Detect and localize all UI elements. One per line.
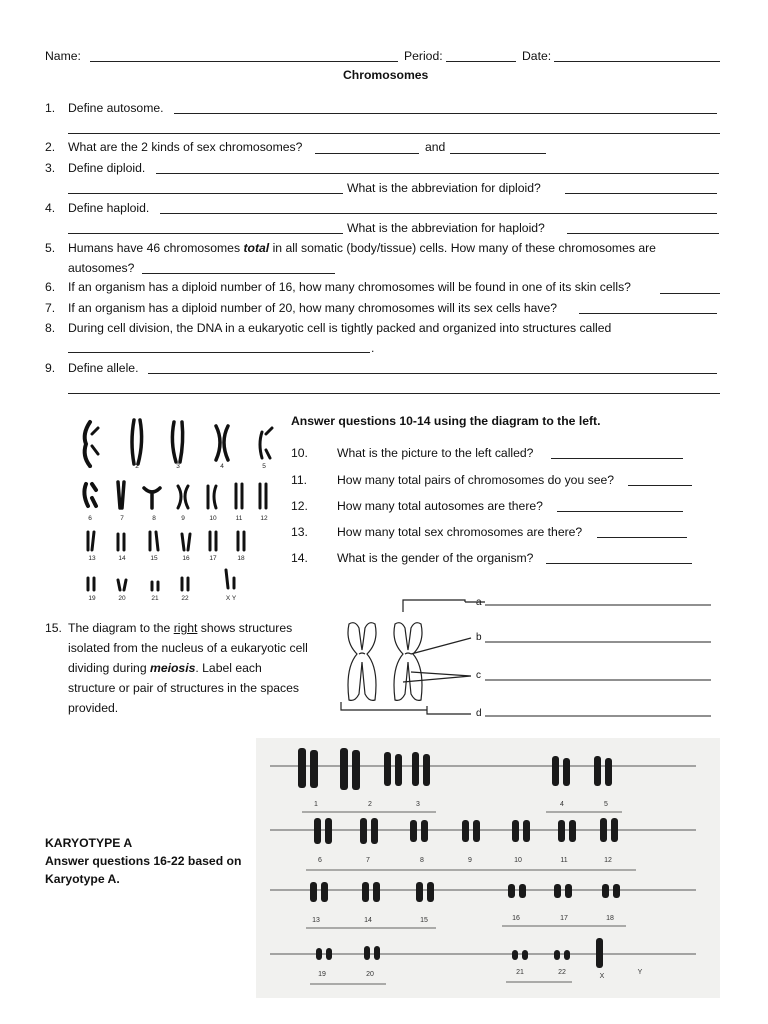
q5-text-b: in all somatic (body/tissue) cells. How many of these chromosomes are: [269, 241, 656, 255]
question-14-text: What is the gender of the organism?: [337, 551, 534, 565]
q4-answer-line-2[interactable]: [68, 233, 343, 234]
question-8: 8.: [45, 321, 56, 335]
q4-answer-line-1[interactable]: [160, 213, 717, 214]
ka-label-13: 13: [312, 917, 320, 924]
question-14: 14.: [291, 551, 308, 565]
ka-label-8: 8: [420, 857, 424, 864]
question-2: 2.: [45, 140, 56, 154]
ka-label-2: 2: [368, 801, 372, 808]
question-2-joiner: and: [425, 140, 446, 154]
karyotype-label-3: 3: [176, 463, 180, 470]
period-label: Period:: [404, 49, 443, 63]
q10-answer-line[interactable]: [551, 458, 683, 459]
ka-label-15: 15: [420, 917, 428, 924]
question-15-line-1: [68, 621, 292, 635]
q8-period: .: [371, 341, 375, 355]
ka-label-18: 18: [606, 915, 614, 922]
question-1: 1.: [45, 101, 56, 115]
question-9: 9.: [45, 361, 56, 375]
ka-label-11: 11: [560, 857, 568, 864]
karyotype-label-19: 19: [88, 595, 96, 602]
ka-label-20: 20: [366, 971, 374, 978]
label-b: b: [476, 632, 482, 643]
question-1-text: Define autosome.: [68, 101, 164, 115]
ka-label-3: 3: [416, 801, 420, 808]
q2-answer-line-2[interactable]: [450, 153, 546, 154]
question-15-line-2: isolated from the nucleus of a eukaryotic cell: [68, 641, 308, 655]
ka-label-14: 14: [364, 917, 372, 924]
karyotype-label-5: 5: [262, 463, 266, 470]
karyotype-label-1: 1: [88, 463, 92, 470]
karyotype-label-18: 18: [237, 555, 245, 562]
label-c: c: [476, 670, 481, 681]
question-2-text: What are the 2 kinds of sex chromosomes?: [68, 140, 303, 154]
q4-abbrev-line[interactable]: [567, 233, 719, 234]
diagram-instruction: Answer questions 10-14 using the diagram to the left.: [291, 414, 601, 428]
date-label: Date:: [522, 49, 552, 63]
question-5-text: [68, 241, 656, 255]
label-a: a: [476, 597, 482, 608]
question-13-text: How many total sex chromosomes are there?: [337, 525, 583, 539]
karyotype-label-13: 13: [88, 555, 96, 562]
q7-answer-line[interactable]: [579, 313, 717, 314]
q8-answer-line[interactable]: [68, 352, 370, 353]
q1-answer-line-2[interactable]: [68, 133, 720, 134]
name-label: Name:: [45, 49, 81, 63]
ka-label-4: 4: [560, 801, 564, 808]
karyotype-label-17: 17: [209, 555, 217, 562]
ka-label-y: Y: [637, 969, 643, 976]
period-field[interactable]: [446, 61, 516, 62]
question-4: 4.: [45, 201, 56, 215]
question-15-line-4: structure or pair of structures in the spaces: [68, 681, 299, 695]
question-6: 6.: [45, 280, 56, 294]
q15-l3-a: dividing during: [68, 661, 150, 675]
ka-label-17: 17: [560, 915, 568, 922]
q11-answer-line[interactable]: [628, 485, 692, 486]
karyotype-label-20: 20: [118, 595, 126, 602]
karyotype-label-14: 14: [118, 555, 126, 562]
karyotype-label-xy: X Y: [225, 595, 237, 602]
ka-label-19: 19: [318, 971, 326, 978]
date-field[interactable]: [554, 61, 720, 62]
karyotype-label-12: 12: [260, 515, 268, 522]
q3-answer-line-2[interactable]: [68, 193, 343, 194]
question-11-text: How many total pairs of chromosomes do you see?: [337, 473, 615, 487]
karyotype-label-4: 4: [220, 463, 224, 470]
question-8-text: During cell division, the DNA in a eukaryotic cell is tightly packed and organized into structures called: [68, 321, 612, 335]
question-12: 12.: [291, 499, 308, 513]
ka-label-12: 12: [604, 857, 612, 864]
karyotype-label-9: 9: [181, 515, 185, 522]
q15-l1-underline: right: [173, 621, 198, 635]
ka-label-22: 22: [558, 969, 566, 976]
karyotype-label-11: 11: [235, 515, 243, 522]
q9-answer-line-1[interactable]: [148, 373, 717, 374]
karyotype-label-21: 21: [151, 595, 159, 602]
meiosis-chromosome-diagram: [335, 590, 727, 722]
q13-answer-line[interactable]: [597, 537, 687, 538]
q12-answer-line[interactable]: [557, 511, 683, 512]
page-title: Chromosomes: [343, 68, 429, 82]
question-15-line-5: provided.: [68, 701, 119, 715]
q15-l3-b: . Label each: [195, 661, 262, 675]
question-4-followup: What is the abbreviation for haploid?: [347, 221, 545, 235]
ka-label-16: 16: [512, 915, 520, 922]
karyotype-a-image: [256, 738, 720, 998]
human-karyotype-diagram: [76, 414, 276, 606]
ka-label-x: X: [599, 973, 605, 980]
question-10: 10.: [291, 446, 308, 460]
ka-label-6: 6: [318, 857, 322, 864]
ka-label-10: 10: [514, 857, 522, 864]
question-7-text: If an organism has a diploid number of 20, how many chromosomes will its sex cells have?: [68, 301, 558, 315]
question-15: 15.: [45, 621, 62, 635]
question-12-text: How many total autosomes are there?: [337, 499, 543, 513]
question-6-text: If an organism has a diploid number of 16, how many chromosomes will be found in one of its skin cells?: [68, 280, 631, 294]
q3-answer-line-1[interactable]: [156, 173, 719, 174]
q5-answer-line[interactable]: [142, 273, 335, 274]
karyotype-label-2: 2: [135, 463, 139, 470]
question-7: 7.: [45, 301, 56, 315]
q5-text-a: Humans have 46 chromosomes: [68, 241, 244, 255]
q2-answer-line-1[interactable]: [315, 153, 419, 154]
q1-answer-line-1[interactable]: [174, 113, 717, 114]
karyotype-a-instruction-1: Answer questions 16-22 based on: [45, 854, 242, 868]
question-5-text-line2: autosomes?: [68, 261, 135, 275]
question-4-text: Define haploid.: [68, 201, 150, 215]
q5-emphasis: total: [243, 241, 270, 255]
q15-l3-emphasis: meiosis: [149, 661, 196, 675]
ka-label-7: 7: [366, 857, 370, 864]
ka-label-9: 9: [468, 857, 472, 864]
q15-l1-a: The diagram to the: [68, 621, 174, 635]
karyotype-label-10: 10: [209, 515, 217, 522]
karyotype-a-instruction-2: Karyotype A.: [45, 872, 120, 886]
karyotype-label-22: 22: [181, 595, 189, 602]
name-field[interactable]: [90, 61, 398, 62]
ka-label-21: 21: [516, 969, 524, 976]
ka-label-1: 1: [314, 801, 318, 808]
q3-abbrev-line[interactable]: [565, 193, 717, 194]
question-3-followup: What is the abbreviation for diploid?: [347, 181, 541, 195]
question-9-text: Define allele.: [68, 361, 139, 375]
question-15-line-3: [68, 661, 262, 675]
question-3: 3.: [45, 161, 56, 175]
q6-answer-line[interactable]: [660, 293, 720, 294]
karyotype-label-16: 16: [182, 555, 190, 562]
q9-answer-line-2[interactable]: [68, 393, 720, 394]
question-5: 5.: [45, 241, 56, 255]
karyotype-label-8: 8: [152, 515, 156, 522]
question-11: 11.: [291, 473, 308, 487]
q15-l1-b: shows structures: [197, 621, 293, 635]
question-13: 13.: [291, 525, 308, 539]
ka-label-5: 5: [604, 801, 608, 808]
karyotype-label-6: 6: [88, 515, 92, 522]
question-10-text: What is the picture to the left called?: [337, 446, 534, 460]
karyotype-label-15: 15: [150, 555, 158, 562]
q14-answer-line[interactable]: [546, 563, 692, 564]
label-d: d: [476, 708, 482, 719]
question-3-text: Define diploid.: [68, 161, 146, 175]
karyotype-label-7: 7: [120, 515, 124, 522]
karyotype-a-title: KARYOTYPE A: [45, 836, 133, 850]
